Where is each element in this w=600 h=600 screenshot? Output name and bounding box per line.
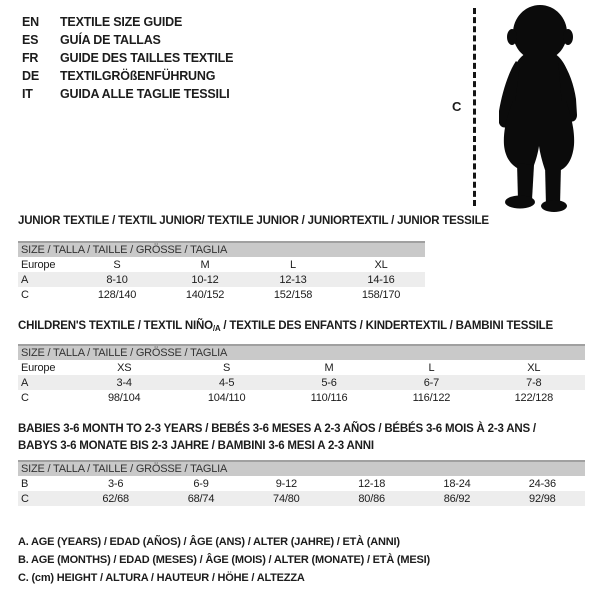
size-header-bar: SIZE / TALLA / TAILLE / GRÖSSE / TAGLIA <box>18 460 585 476</box>
table-cell: 98/104 <box>107 391 141 404</box>
babies-row-b <box>18 476 585 491</box>
table-cell: 3-4 <box>116 376 132 389</box>
junior-row-c <box>18 287 425 302</box>
table-cell: 12-18 <box>358 477 386 490</box>
table-cell: 140/152 <box>185 288 225 301</box>
junior-size-table <box>18 241 425 302</box>
row-label: A <box>21 376 29 389</box>
babies-section-heading <box>18 421 578 455</box>
table-cell: 18-24 <box>443 477 471 490</box>
table-cell: 9-12 <box>275 477 297 490</box>
table-cell: 104/110 <box>207 391 246 404</box>
language-row-de <box>22 67 233 85</box>
table-cell: 4-5 <box>218 376 235 389</box>
row-label: C <box>21 391 29 404</box>
size-header-bar: SIZE / TALLA / TAILLE / GRÖSSE / TAGLIA <box>18 344 585 360</box>
junior-columns-row <box>18 257 425 272</box>
column-header: XS <box>117 361 132 374</box>
row-label: C <box>21 492 29 505</box>
table-cell: 24-36 <box>528 477 556 490</box>
language-title: TEXTILGRÖßENFÜHRUNG <box>60 69 216 83</box>
table-cell: 158/170 <box>361 288 401 301</box>
children-columns-row <box>18 360 585 375</box>
table-cell: 7-8 <box>526 376 542 389</box>
table-cell: 6-9 <box>193 477 209 490</box>
language-title: GUÍA DE TALLAS <box>60 33 161 47</box>
table-cell: 86/92 <box>443 492 471 505</box>
children-heading-before: CHILDREN'S TEXTILE / TEXTIL NIÑO <box>18 320 213 332</box>
column-header: S <box>113 258 121 271</box>
footnote-a: A. AGE (YEARS) / EDAD (AÑOS) / ÂGE (ANS) / ALTER (JAHRE) / ETÀ (ANNI) <box>18 536 400 548</box>
row-label: A <box>21 273 29 286</box>
footnote-b: B. AGE (MONTHS) / EDAD (MESES) / ÂGE (MOIS) / ALTER (MONATE) / ETÀ (MESI) <box>18 554 430 566</box>
language-row-es <box>22 31 233 49</box>
language-title: GUIDE DES TAILLES TEXTILE <box>60 51 234 65</box>
column-header: XL <box>374 258 388 271</box>
table-cell: 5-6 <box>321 376 337 389</box>
language-code: DE <box>22 69 39 83</box>
babies-heading-line1: BABIES 3-6 MONTH TO 2-3 YEARS / BEBÉS 3-6 MESES A 2-3 AÑOS / BÉBÉS 3-6 MOIS À 2-3 ANS / <box>18 423 536 435</box>
junior-section-heading: JUNIOR TEXTILE / TEXTIL JUNIOR/ TEXTILE JUNIOR / JUNIORTEXTIL / JUNIOR TESSILE <box>18 215 489 227</box>
table-cell: 128/140 <box>97 288 137 301</box>
babies-size-table <box>18 460 585 506</box>
children-section-heading <box>18 320 553 333</box>
children-size-table <box>18 344 585 405</box>
table-cell: 110/116 <box>310 391 348 404</box>
table-cell: 8-10 <box>106 273 128 286</box>
column-header: M <box>200 258 210 271</box>
table-cell: 12-13 <box>279 273 307 286</box>
column-header: M <box>324 361 334 374</box>
column-header: L <box>428 361 435 374</box>
language-code: FR <box>22 51 39 65</box>
row-label: Europe <box>21 361 56 374</box>
language-code: ES <box>22 33 39 47</box>
children-heading-subscript: /A <box>212 324 221 333</box>
table-cell: 116/122 <box>412 391 451 404</box>
size-header-bar: SIZE / TALLA / TAILLE / GRÖSSE / TAGLIA <box>18 241 425 257</box>
table-cell: 3-6 <box>108 477 124 490</box>
junior-row-a <box>18 272 425 287</box>
children-heading-after: / TEXTILE DES ENFANTS / KINDERTEXTIL / BAMBINI TESSILE <box>220 320 553 332</box>
children-row-a <box>18 375 585 390</box>
table-cell: 62/68 <box>102 492 129 505</box>
children-row-c <box>18 390 585 405</box>
baby-silhouette-icon <box>487 3 591 213</box>
table-cell: 74/80 <box>273 492 300 505</box>
height-measure-label: C <box>452 99 462 114</box>
language-code: EN <box>22 15 39 29</box>
language-title: GUIDA ALLE TAGLIE TESSILI <box>60 87 230 101</box>
footnotes <box>18 536 430 590</box>
language-row-en <box>22 13 233 31</box>
table-cell: 152/158 <box>273 288 313 301</box>
row-label: B <box>21 477 29 490</box>
height-figure <box>440 0 600 220</box>
height-measure-dashed-line <box>473 8 476 206</box>
table-cell: 92/98 <box>529 492 556 505</box>
language-title: TEXTILE SIZE GUIDE <box>60 15 183 29</box>
table-cell: 68/74 <box>187 492 215 505</box>
language-row-it <box>22 85 233 103</box>
language-row-fr <box>22 49 233 67</box>
language-code: IT <box>22 87 33 101</box>
babies-heading-line2: BABYS 3-6 MONATE BIS 2-3 JAHRE / BAMBINI 3-6 MESI A 2-3 ANNI <box>18 440 374 452</box>
row-label: Europe <box>21 258 56 271</box>
footnote-c: C. (cm) HEIGHT / ALTURA / HAUTEUR / HÖHE / ALTEZZA <box>18 572 305 584</box>
babies-row-c <box>18 491 585 506</box>
table-cell: 80/86 <box>358 492 385 505</box>
row-label: C <box>21 288 29 301</box>
table-cell: 14-16 <box>367 273 395 286</box>
table-cell: 10-12 <box>191 273 219 286</box>
table-cell: 122/128 <box>514 391 554 404</box>
column-header: L <box>290 258 296 271</box>
language-list <box>22 13 233 103</box>
column-header: S <box>223 361 231 374</box>
column-header: XL <box>527 361 541 374</box>
table-cell: 6-7 <box>423 376 440 389</box>
